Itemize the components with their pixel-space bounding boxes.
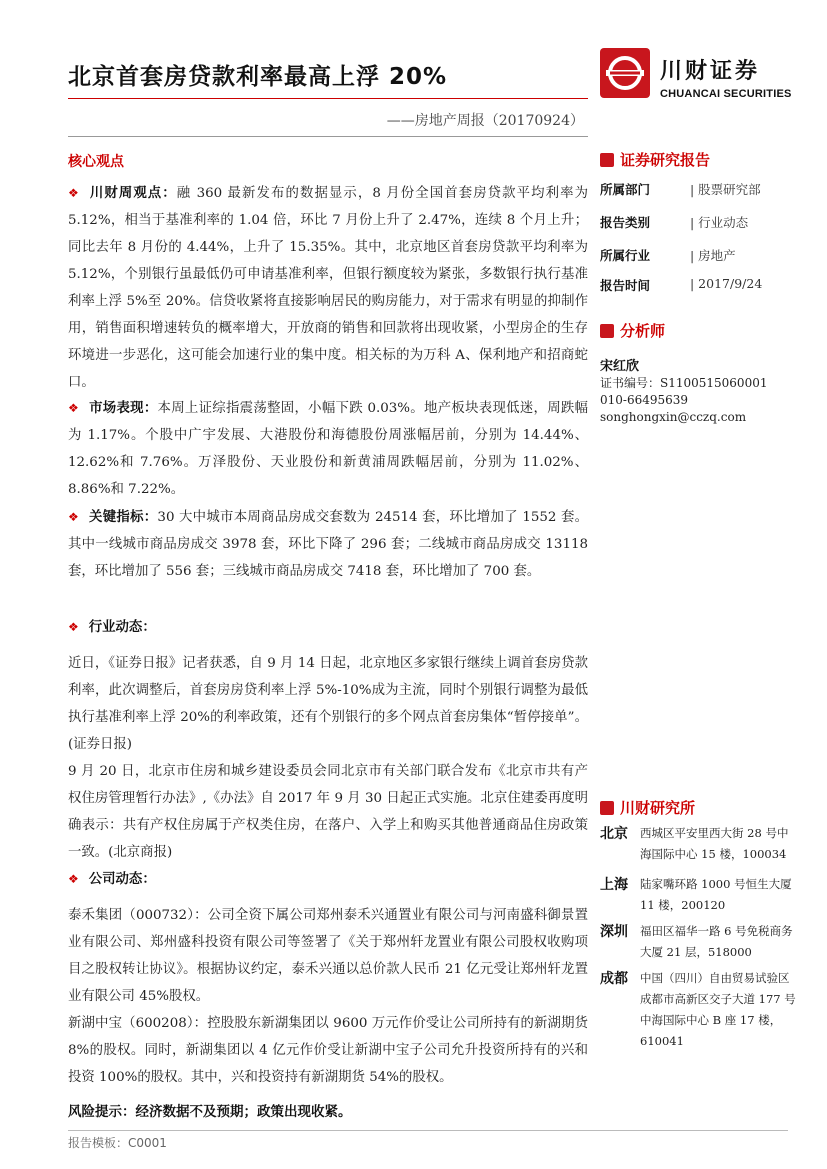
analyst-phone: 010-66495639 (600, 393, 689, 407)
analyst-name: 宋红欣 (600, 359, 640, 374)
brand-mark-icon (600, 48, 650, 98)
sidebar-report-heading: 证券研究报告 (600, 149, 710, 170)
header-rule (68, 98, 588, 99)
analyst-email[interactable]: songhongxin@cczq.com (600, 410, 747, 424)
company-news-1: 泰禾集团（000732）：公司全资下属公司郑州泰禾兴通置业有限公司与河南盛科御景置业有限公司、郑州盛科投资有限公司等签署了《关于郑州轩龙置业有限公司股权收购项目之股权转让协议》。根据协议约定，泰禾兴通以总价款人民币 21 亿元受让郑州轩龙置业有限公司 45%股权。 (68, 908, 588, 1004)
brand-name-cn: 川财证券 (660, 59, 761, 84)
report-subtitle: ——房地产周报（20170924） (386, 113, 584, 129)
point-weekly-view: ❖ 川财周观点：融 360 最新发布的数据显示，8 月份全国首套房贷款平均利率为 5.12%，相当于基准利率的 1.04 倍，环比 7 月份上升了 2.47%，连续 8 个月上升；同比去年 8 月份的 4.44%，上升了 15.35%。其中，北京地区首套房贷款平均利率为 5.12%，个别银行虽最低仍可申请基准利率，但银行额度较为紧张，多数银行执行基准利率上浮 5%至 20%。信贷收紧将直接影响居民的购房能力，对于需求有明显的抑制作用，销售面积增速转负的概率增大，开放商的销售和回款将出现收紧，小型房企的生存环境进一步恶化，这可能会加速行业的集中度。相关标的为万科 A、保利地产和招商蛇口。 (68, 186, 588, 390)
core-views-heading: 核心观点 (68, 154, 124, 170)
sidebar-analyst-heading: 分析师 (600, 320, 665, 341)
diamond-bullet-icon: ❖ (68, 401, 80, 415)
footer-rule (68, 1130, 788, 1131)
report-title: 北京首套房贷款利率最高上浮 20% (68, 64, 448, 90)
brand-mini-icon (600, 801, 614, 815)
point-market-performance: ❖ 市场表现：本周上证综指震荡整固，小幅下跌 0.03%。地产板块表现低迷，周跌幅为 1.17%。个股中广宇发展、大港股份和海德股份周涨幅居前，分别为 14.44%、12.62%和 7.76%。万泽股份、天业股份和新黄浦周跌幅居前，分别为 11.02%、8.86%和 7.22%。 (68, 401, 589, 497)
brand-logo (600, 48, 790, 108)
point-key-indicators: ❖ 关键指标：30 大中城市本周商品房成交套数为 24514 套，环比增加了 1552 套。其中一线城市商品房成交 3978 套，环比下降了 296 套；二线城市商品房成交 13118 套，环比增加了 556 套；三线城市商品房成交 7418 套，环比增加了 700 套。 (68, 510, 589, 579)
sidebar-institute-heading: 川财研究所 (600, 797, 695, 818)
footer-template-code: 报告模板：C0001 (68, 1136, 167, 1150)
subtitle-rule (68, 136, 588, 137)
diamond-bullet-icon: ❖ (68, 186, 80, 200)
diamond-bullet-icon: ❖ (68, 510, 80, 524)
analyst-card (600, 358, 767, 426)
diamond-bullet-icon: ❖ (68, 872, 79, 886)
industry-news-2: 9 月 20 日，北京市住房和城乡建设委员会同北京市有关部门联合发布《北京市共有产权住房管理暂行办法》,《办法》自 2017 年 9 月 30 日起正式实施。北京住建委再度明确表示：共有产权住房属于产权类住房，在落户、入学上和购买其他普通商品住房政策一致。(北京商报) (68, 764, 588, 860)
analyst-cert: 证书编号：S1100515060001 (600, 376, 768, 390)
industry-heading: ❖ 行业动态： (68, 620, 156, 635)
company-news-2: 新湖中宝（600208）：控股股东新湖集团以 9600 万元作价受让公司所持有的新湖期货 8%的股权。同时，新湖集团以 4 亿元作价受让新湖中宝子公司允升投资所持有的兴和投资 100%的股权。其中，兴和投资持有新湖期货 54%的股权。 (68, 1016, 588, 1085)
risk-warning: 风险提示：经济数据不及预期；政策出现收紧。 (68, 1104, 352, 1120)
brand-name-en: CHUANCAI SECURITIES (660, 88, 792, 100)
diamond-bullet-icon: ❖ (68, 620, 79, 634)
brand-mini-icon (600, 153, 614, 167)
industry-news-1: 近日，《证券日报》记者获悉，自 9 月 14 日起，北京地区多家银行继续上调首套房贷款利率，此次调整后，首套房房贷利率上浮 5%-10%成为主流，同时个别银行调整为最低执行基准利率上浮 20%的利率政策，还有个别银行的多个网点首套房集体“暂停接单”。(证券日报) (68, 656, 588, 752)
company-heading: ❖ 公司动态： (68, 872, 156, 887)
brand-mini-icon (600, 324, 614, 338)
